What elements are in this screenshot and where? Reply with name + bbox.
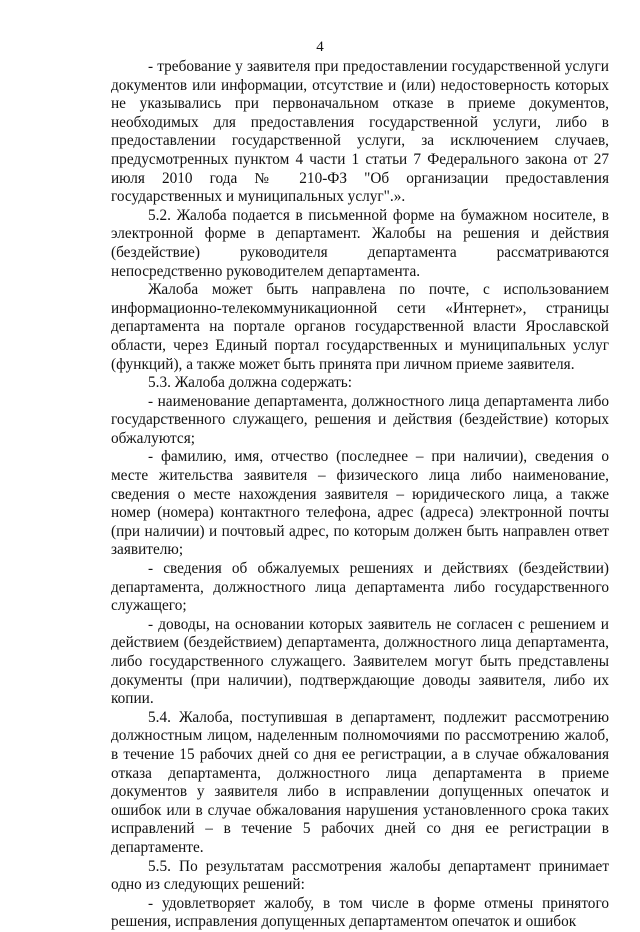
list-item-applicant-info: - фамилию, имя, отчество (последнее – при наличии), сведения о месте жительства заявителя – физического лица либо наименование, сведения о месте нахождения заявителя – юридического лица, а также номер (номера) контактного телефона, адрес (адреса) электронной почты (при наличии) и почтовый адрес, по которым должен быть направлен ответ заявителю; [111, 448, 609, 559]
paragraph-5-5: 5.5. По результатам рассмотрения жалобы департамент принимает одно из следующих решений: [111, 857, 609, 894]
paragraph-requirement-item: - требование у заявителя при предоставлении государственной услуги документов или информации, отсутствие и (или) недостоверность которых не указывались при первоначальном отказе в приеме документов, необходимых для предоставления государственной услуги, либо в предоставлении государственной услуги, за исключением случаев, предусмотренных пунктом 4 части 1 статьи 7 Федерального закона от 27 июля 2010 года № 210-ФЗ "Об организации предоставления государственных и муниципальных услуг".». [111, 58, 609, 206]
paragraph-5-3: 5.3. Жалоба должна содержать: [148, 374, 353, 392]
list-item-appealed-decisions: - сведения об обжалуемых решениях и действиях (бездействии) департамента, должностного лица департамента либо государственного служащего; [111, 560, 609, 615]
list-item-department-name: - наименование департамента, должностного лица департамента либо государственного служащего, решения и действия (бездействие) которых обжалуются; [111, 392, 609, 447]
list-item-satisfies-complaint: - удовлетворяет жалобу, в том числе в форме отмены принятого решения, исправления допущенных департаментом опечаток и ошибок [111, 894, 609, 931]
document-body [111, 58, 609, 932]
list-item-arguments: - доводы, на основании которых заявитель не согласен с решением и действием (бездействием) департамента, должностного лица департамента, либо государственного служащего. Заявителем могут быть представлены документы (при наличии), подтверждающие доводы заявителя, либо их копии. [111, 615, 609, 708]
paragraph-complaint-submission: Жалоба может быть направлена по почте, с использованием информационно-телекоммуникационной сети «Интернет», страницы департамента на портале органов государственной власти Ярославской области, через Единый портал государственных и муниципальных услуг (функций), а также может быть принята при личном приеме заявителя. [111, 281, 609, 373]
paragraph-5-4: 5.4. Жалоба, поступившая в департамент, подлежит рассмотрению должностным лицом, наделенным полномочиями по рассмотрению жалоб, в течение 15 рабочих дней со дня ее регистрации, а в случае обжалования отказа департамента, должностного лица департамента в приеме документов у заявителя либо в исправлении допущенных опечаток и ошибок или в случае обжалования нарушения установленного срока таких исправлений – в течение 5 рабочих дней со дня ее регистрации в департаменте. [111, 708, 609, 856]
paragraph-5-2: 5.2. Жалоба подается в письменной форме на бумажном носителе, в электронной форме в департамент. Жалобы на решения и действия (бездействие) руководителя департамента рассматриваются непосредственно руководителем департамента. [111, 206, 609, 280]
page-number: 4 [316, 39, 324, 55]
